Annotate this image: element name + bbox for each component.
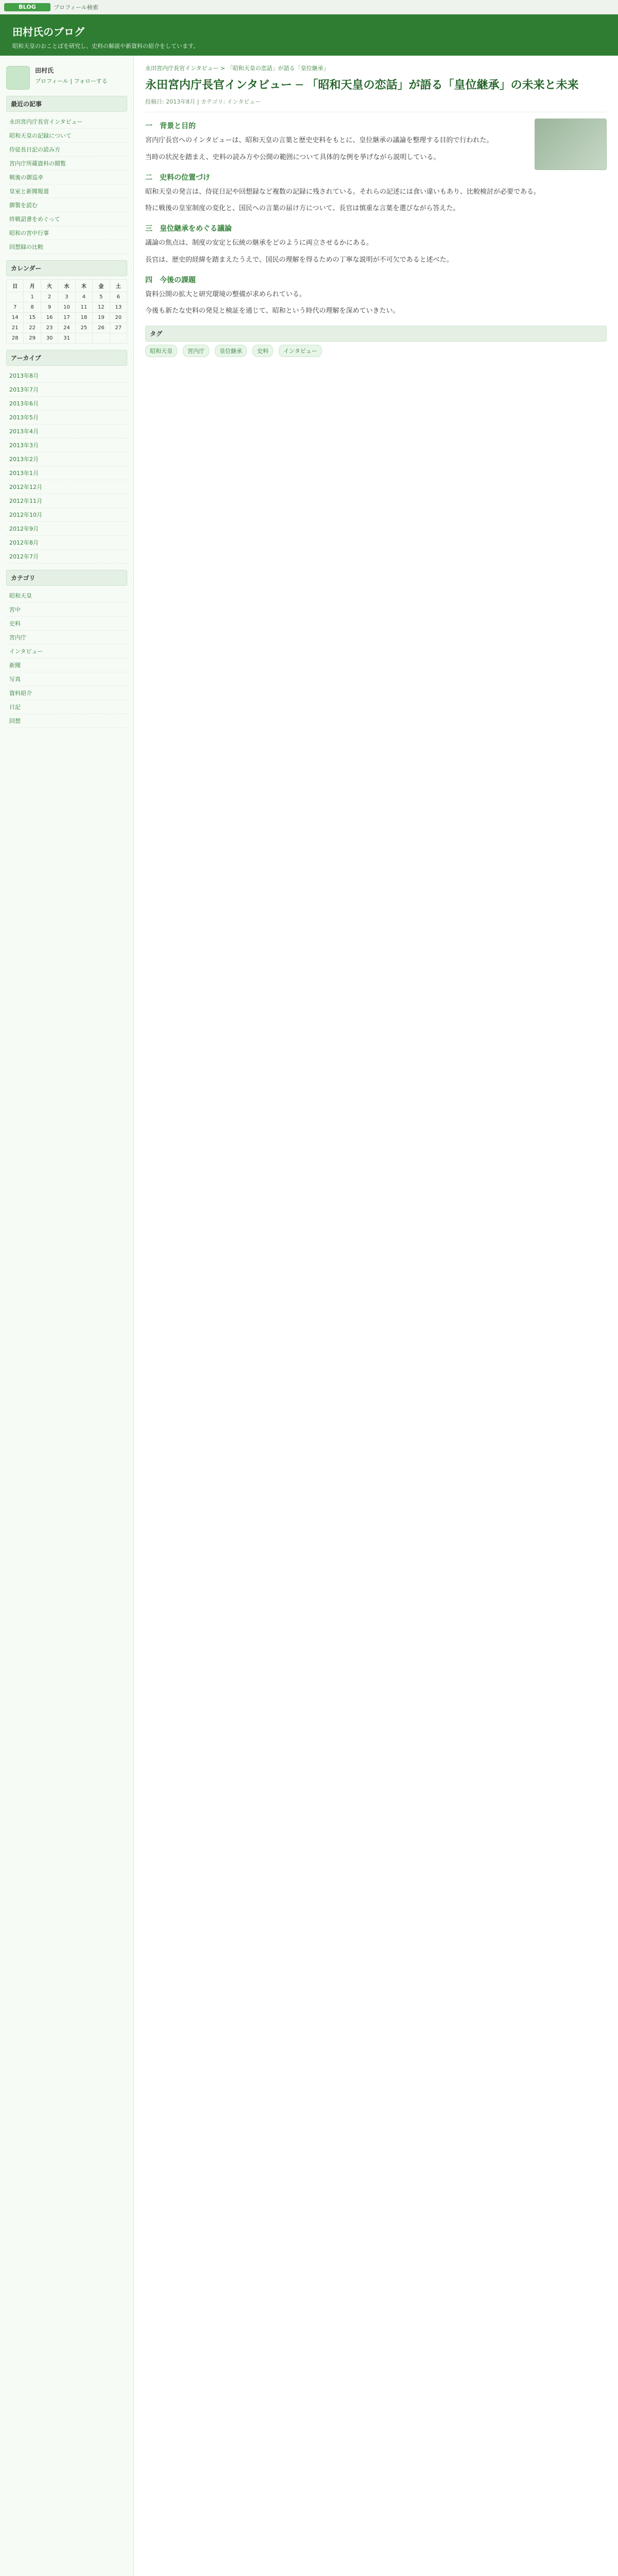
profile-link-follow[interactable]: フォローする xyxy=(74,78,108,84)
brand[interactable] xyxy=(4,3,98,11)
calendar-day[interactable]: 4 xyxy=(75,292,92,302)
calendar-day[interactable]: 24 xyxy=(58,323,75,333)
calendar-day[interactable]: 19 xyxy=(93,313,110,323)
archive-item[interactable]: 2012年11月 xyxy=(6,494,127,508)
avatar[interactable] xyxy=(6,66,30,90)
category-item[interactable]: 宮内庁 xyxy=(6,631,127,645)
category-item[interactable]: インタビュー xyxy=(6,645,127,658)
calendar-day[interactable]: 14 xyxy=(7,313,24,323)
profile-link-profile[interactable]: プロフィール xyxy=(35,78,68,84)
calendar-day[interactable] xyxy=(110,333,127,344)
archive-item[interactable]: 2013年2月 xyxy=(6,452,127,466)
calendar-day[interactable]: 27 xyxy=(110,323,127,333)
brand-logo: BLOG xyxy=(4,3,50,11)
archive-item[interactable]: 2013年6月 xyxy=(6,397,127,411)
category-item[interactable]: 史料 xyxy=(6,617,127,631)
archive-item[interactable]: 2013年8月 xyxy=(6,369,127,383)
calendar-header: 火 xyxy=(41,280,58,292)
article-title: 永田宮内庁長官インタビュー ─ 「昭和天皇の恋話」が語る「皇位継承」の未来と未来 xyxy=(145,79,579,92)
recent-item[interactable]: 御製を読む xyxy=(6,198,127,212)
calendar-day[interactable]: 22 xyxy=(24,323,41,333)
article-meta: 投稿日: 2013年8月 | カテゴリ: インタビュー xyxy=(145,98,261,105)
calendar-day[interactable]: 25 xyxy=(75,323,92,333)
calendar-day[interactable]: 29 xyxy=(24,333,41,344)
calendar-header: 木 xyxy=(75,280,92,292)
recent-item[interactable]: 皇室と新聞報道 xyxy=(6,184,127,198)
tag[interactable]: インタビュー xyxy=(279,345,322,357)
categories-list xyxy=(6,589,127,728)
blog-title[interactable]: 田村氏のブログ xyxy=(12,26,84,38)
article-section xyxy=(145,275,607,318)
archive-item[interactable]: 2013年4月 xyxy=(6,425,127,438)
tag[interactable]: 皇位継承 xyxy=(215,345,247,357)
recent-item[interactable]: 侍従長日記の読み方 xyxy=(6,143,127,157)
recent-list xyxy=(6,115,127,254)
paragraph: 当時の状況を踏まえ、史料の読み方や公開の範囲について具体的な例を挙げながら説明している。 xyxy=(145,153,440,161)
main-content xyxy=(134,56,618,2576)
recent-item[interactable]: 昭和の宮中行事 xyxy=(6,226,127,240)
calendar-day[interactable]: 21 xyxy=(7,323,24,333)
article-section xyxy=(145,172,607,215)
recent-title: 最近の記事 xyxy=(6,96,127,112)
calendar-day[interactable]: 2 xyxy=(41,292,58,302)
paragraph: 議論の焦点は、制度の安定と伝統の継承をどのように両立させるかにある。 xyxy=(145,239,373,247)
breadcrumb[interactable]: 永田宮内庁長官インタビュー > 「昭和天皇の恋話」が語る「皇位継承」 xyxy=(145,65,329,72)
archive-item[interactable]: 2012年9月 xyxy=(6,522,127,536)
archive-item[interactable]: 2013年3月 xyxy=(6,438,127,452)
category-item[interactable]: 回想 xyxy=(6,714,127,728)
calendar-day[interactable]: 18 xyxy=(75,313,92,323)
section-title: 四 今後の課題 xyxy=(145,276,196,284)
calendar-day[interactable]: 7 xyxy=(7,302,24,313)
recent-item[interactable]: 終戦詔書をめぐって xyxy=(6,212,127,226)
calendar-day[interactable]: 11 xyxy=(75,302,92,313)
calendar-header: 水 xyxy=(58,280,75,292)
paragraph: 宮内庁長官へのインタビューは、昭和天皇の言葉と歴史史料をもとに、皇位継承の議論を整理する目的で行われた。 xyxy=(145,137,493,144)
calendar-day[interactable]: 31 xyxy=(58,333,75,344)
category-item[interactable]: 日記 xyxy=(6,700,127,714)
paragraph: 今後も新たな史料の発見と検証を通じて、昭和という時代の理解を深めていきたい。 xyxy=(145,307,400,315)
section-title: 三 皇位継承をめぐる議論 xyxy=(145,225,232,233)
calendar-header: 土 xyxy=(110,280,127,292)
calendar-day[interactable]: 1 xyxy=(24,292,41,302)
section-title: 二 史料の位置づけ xyxy=(145,173,210,182)
tag[interactable]: 史料 xyxy=(252,345,273,357)
tags xyxy=(145,326,607,360)
paragraph: 資料公開の拡大と研究環境の整備が求められている。 xyxy=(145,290,306,298)
calendar-day[interactable]: 8 xyxy=(24,302,41,313)
category-item[interactable]: 新聞 xyxy=(6,658,127,672)
archive-item[interactable]: 2012年7月 xyxy=(6,550,127,564)
calendar-day[interactable]: 28 xyxy=(7,333,24,344)
calendar-title: カレンダー xyxy=(6,260,127,276)
left-sidebar xyxy=(0,56,134,2576)
calendar-day[interactable]: 16 xyxy=(41,313,58,323)
archive-item[interactable]: 2012年8月 xyxy=(6,536,127,550)
profile-name: 田村氏 xyxy=(35,67,54,74)
recent-item[interactable]: 永田宮内庁長官インタビュー xyxy=(6,115,127,129)
calendar-day[interactable]: 5 xyxy=(93,292,110,302)
category-item[interactable]: 写真 xyxy=(6,672,127,686)
calendar-day[interactable] xyxy=(75,333,92,344)
calendar-day[interactable]: 9 xyxy=(41,302,58,313)
recent-item[interactable]: 宮内庁所蔵資料の閲覧 xyxy=(6,157,127,171)
calendar xyxy=(6,279,127,344)
calendar-day[interactable]: 30 xyxy=(41,333,58,344)
section-title: 一 背景と目的 xyxy=(145,122,196,130)
archive-item[interactable]: 2013年1月 xyxy=(6,466,127,480)
calendar-header: 金 xyxy=(93,280,110,292)
archive-title: アーカイブ xyxy=(6,350,127,366)
calendar-day[interactable] xyxy=(7,292,24,302)
blog-tagline: 昭和天皇のおことばを研究し、史料の解説や新資料の紹介をしています。 xyxy=(12,43,199,49)
article-photo xyxy=(535,118,607,170)
recent-item[interactable]: 戦後の御巡幸 xyxy=(6,171,127,184)
calendar-header: 日 xyxy=(7,280,24,292)
archive-item[interactable]: 2013年5月 xyxy=(6,411,127,425)
category-item[interactable]: 宮中 xyxy=(6,603,127,617)
paragraph: 特に戦後の皇室制度の変化と、国民への言葉の届け方について、長官は慎重な言葉を選びながら答えた。 xyxy=(145,205,460,213)
recent-item[interactable]: 昭和天皇の記録について xyxy=(6,129,127,143)
blog-header xyxy=(0,14,618,56)
calendar-day[interactable]: 10 xyxy=(58,302,75,313)
topbar xyxy=(0,0,618,14)
tag[interactable]: 昭和天皇 xyxy=(145,345,177,357)
calendar-day[interactable]: 15 xyxy=(24,313,41,323)
paragraph: 長官は、歴史的経緯を踏まえたうえで、国民の理解を得るための丁寧な説明が不可欠であると述べた。 xyxy=(145,256,453,264)
calendar-day[interactable]: 12 xyxy=(93,302,110,313)
categories-title: カテゴリ xyxy=(6,570,127,586)
category-item[interactable]: 資料紹介 xyxy=(6,686,127,700)
calendar-day[interactable]: 26 xyxy=(93,323,110,333)
calendar-day[interactable] xyxy=(93,333,110,344)
tags-title: タグ xyxy=(145,326,607,342)
calendar-header: 月 xyxy=(24,280,41,292)
archive-list xyxy=(6,369,127,564)
profile xyxy=(6,66,127,90)
calendar-day[interactable]: 20 xyxy=(110,313,127,323)
category-item[interactable]: 昭和天皇 xyxy=(6,589,127,603)
calendar-day[interactable]: 23 xyxy=(41,323,58,333)
archive-item[interactable]: 2013年7月 xyxy=(6,383,127,397)
brand-subtitle: プロフィール検索 xyxy=(54,4,98,11)
paragraph: 昭和天皇の発言は、侍従日記や回想録など複数の記録に残されている。それらの記述には食い違いもあり、比較検討が必要である。 xyxy=(145,188,541,196)
calendar-day[interactable]: 3 xyxy=(58,292,75,302)
layout-wrap xyxy=(0,56,618,2576)
profile-links: プロフィール | フォローする xyxy=(35,78,108,84)
calendar-day[interactable]: 17 xyxy=(58,313,75,323)
calendar-day[interactable]: 13 xyxy=(110,302,127,313)
recent-item[interactable]: 回想録の比較 xyxy=(6,240,127,254)
archive-item[interactable]: 2012年10月 xyxy=(6,508,127,522)
tag[interactable]: 宮内庁 xyxy=(183,345,209,357)
article-section xyxy=(145,223,607,266)
calendar-day[interactable]: 6 xyxy=(110,292,127,302)
archive-item[interactable]: 2012年12月 xyxy=(6,480,127,494)
